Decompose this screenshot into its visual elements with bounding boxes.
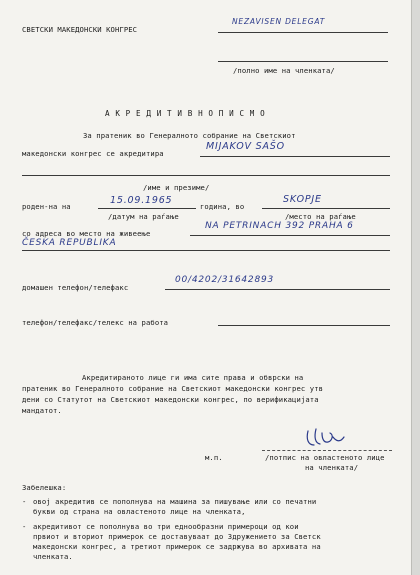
note-2-line-4: членката.	[33, 552, 73, 561]
address-underline-2	[22, 250, 390, 251]
org-underline-1	[218, 32, 388, 33]
name-underline-2	[22, 175, 390, 176]
handwritten-signature	[300, 425, 348, 451]
birth-date-handwritten: 15.09.1965	[110, 195, 173, 206]
body-line-2: пратеник во Генералното собрание на Светскиот македонски конгрес утв	[22, 384, 324, 393]
signature-line	[262, 450, 392, 451]
address-handwritten: NA PETRINACH 392 PRAHA 6	[205, 221, 354, 231]
org-handwritten: NEZAVISEN DELEGAT	[232, 17, 326, 26]
org-caption: /полно име на членката/	[233, 66, 335, 75]
intro-line-2: македонски конгрес се акредитира	[22, 149, 164, 158]
org-underline-2	[218, 61, 388, 62]
note-2-line-1: акредитивот се пополнува во три еднообразни примероци од кои	[33, 522, 299, 531]
name-underline	[200, 156, 390, 157]
phone-home-label: домашен телефон/телефакс	[22, 283, 129, 292]
birth-place-handwritten: SKOPJE	[283, 194, 322, 205]
phone-home-underline	[165, 289, 390, 290]
document-title: А К Р Е Д И Т И В Н О П И С М О	[105, 109, 266, 118]
address-line2-handwritten: ČESKA REPUBLIKA	[22, 238, 117, 248]
note-bullet-2: -	[22, 522, 27, 531]
note-2-line-2: првиот и вториот примерок се доставуваат до Здружението за Светск	[33, 532, 321, 541]
phone-home-handwritten: 00/4202/31642893	[175, 275, 275, 285]
birth-mid: година, во	[200, 202, 245, 211]
address-label: со адреса во место на живеење	[22, 229, 151, 238]
birth-date-caption: /датум на раѓање	[108, 212, 179, 221]
birth-place-caption: /место на раѓање	[285, 212, 356, 221]
address-underline	[190, 235, 390, 236]
body-line-4: мандатот.	[22, 406, 62, 415]
name-caption: /име и презиме/	[143, 183, 210, 192]
birth-prefix: роден-на на	[22, 202, 71, 211]
signature-caption-1: /потпис на овластеното лице	[265, 453, 385, 462]
org-name: СВЕТСКИ МАКЕДОНСКИ КОНГРЕС	[22, 25, 138, 34]
birth-date-underline	[98, 208, 196, 209]
body-line-3: дени со Статутот на Светскиот македонски конгрес, по верификацијата	[22, 395, 319, 404]
note-1-line-1: овој акредитив се пополнува на машина за пишување или со печатни	[33, 497, 317, 506]
intro-line-1: За пратеник во Генералното собрание на Светскиот	[83, 131, 296, 140]
birth-place-underline	[262, 208, 390, 209]
note-1-line-2: букви од страна на овластеното лице на членката,	[33, 507, 246, 516]
body-line-1: Акредитираното лице ги има сите права и обврски на	[82, 373, 304, 382]
note-2-line-3: македонски конгрес, а третиот примерок се задржува во архивата на	[33, 542, 321, 551]
stamp-mark: м.п.	[205, 453, 223, 462]
signature-caption-2: на членката/	[305, 463, 359, 472]
note-bullet-1: -	[22, 497, 27, 506]
name-handwritten: MIJAKOV SAŠO	[206, 141, 285, 152]
phone-work-label: телефон/телефакс/телекс на работа	[22, 318, 169, 327]
phone-work-underline	[218, 325, 390, 326]
notes-heading: Забелешка:	[22, 483, 67, 492]
